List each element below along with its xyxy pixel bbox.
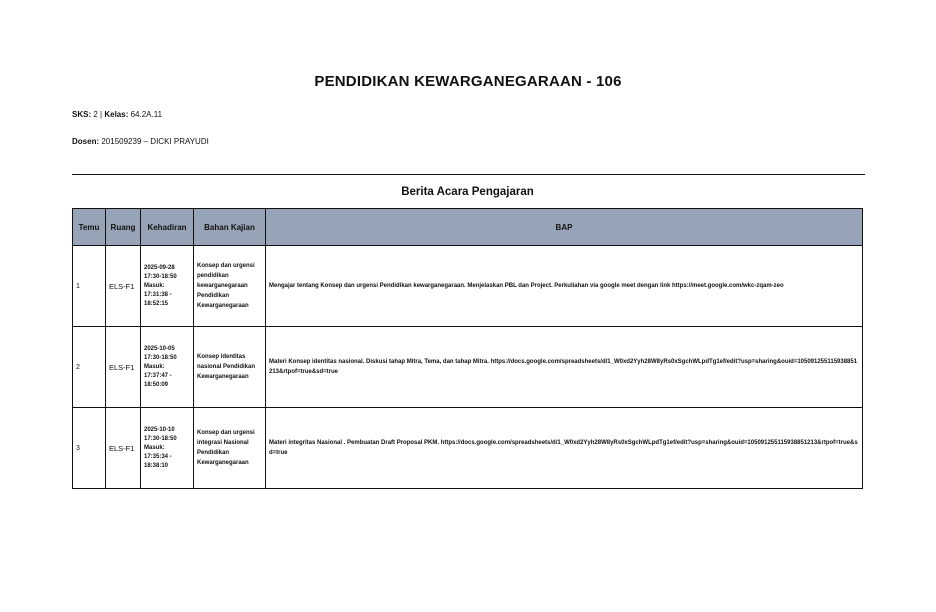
lecturer-meta — [72, 137, 209, 146]
table-row — [73, 408, 863, 489]
header-bap: BAP — [266, 209, 863, 246]
dosen-label: Dosen: — [72, 137, 100, 146]
header-ruang: Ruang — [106, 209, 141, 246]
cell-bap: Mengajar tentang Konsep dan urgensi Pendidikan kewarganegaraan. Menjelaskan PBL dan Project. Perkuliahan via google meet dengan link https://meet.google.com/wkc-zqam-zeo — [266, 246, 863, 327]
schedule-time: 2025-09-28 17:30-18:50 — [144, 264, 177, 280]
header-temu: Temu — [73, 209, 106, 246]
section-title: Berita Acara Pengajaran — [401, 186, 534, 198]
check-in-time: Masuk: 17:35:34 - 18:38:10 — [144, 444, 172, 469]
table-header-row — [73, 209, 863, 246]
schedule-time: 2025-10-05 17:30-18:50 — [144, 345, 177, 361]
dosen-value: 201509239 – DICKI PRAYUDI — [101, 137, 209, 146]
cell-ruang: ELS-F1 — [106, 327, 141, 408]
cell-bap: Materi integritas Nasional . Pembuatan Draft Proposal PKM. https://docs.google.com/spreadsheets/d/1_W0xd2Yyh28W8yRs0xSgchWLpdTg1ef/edit?usp=sharing&ouid=105091255115938851213&rtpof=true&sd=true — [266, 408, 863, 489]
cell-bahan-kajian: Konsep dan urgensi pendidikan kewarganegaraan Pendidikan Kewarganegaraan — [194, 246, 266, 327]
cell-ruang: ELS-F1 — [106, 246, 141, 327]
kelas-label: Kelas: — [104, 110, 129, 119]
header-bahan-kajian: Bahan Kajian — [194, 209, 266, 246]
kelas-value: 64.2A.11 — [130, 110, 163, 119]
cell-temu: 1 — [73, 246, 106, 327]
bap-table — [72, 208, 863, 489]
sks-value: 2 — [93, 110, 98, 119]
cell-kehadiran — [141, 408, 194, 489]
divider — [72, 174, 865, 175]
cell-kehadiran — [141, 327, 194, 408]
cell-bahan-kajian: Konsep identitas nasional Pendidikan Kewarganegaraan — [194, 327, 266, 408]
schedule-time: 2025-10-10 17:30-18:50 — [144, 426, 177, 442]
cell-bap: Materi Konsep identitas nasional. Diskusi tahap Mitra, Tema, dan tahap Mitra. https://docs.google.com/spreadsheets/d/1_W0xd2Yyh28W8yRs0xSgchWLpdTg1ef/edit?usp=sharing&ouid=105091255115938851213&rtpof=true&sd=true — [266, 327, 863, 408]
table-row — [73, 327, 863, 408]
cell-temu: 2 — [73, 327, 106, 408]
table-row — [73, 246, 863, 327]
course-meta — [72, 110, 162, 119]
cell-ruang: ELS-F1 — [106, 408, 141, 489]
check-in-time: Masuk: 17:37:47 - 18:50:09 — [144, 363, 172, 388]
sks-label: SKS: — [72, 110, 92, 119]
page-title: PENDIDIKAN KEWARGANEGARAAN - 106 — [314, 73, 622, 90]
header-kehadiran: Kehadiran — [141, 209, 194, 246]
cell-bahan-kajian: Konsep dan urgensi integrasi Nasional Pendidikan Kewarganegaraan — [194, 408, 266, 489]
check-in-time: Masuk: 17:31:38 - 18:52:15 — [144, 282, 172, 307]
cell-kehadiran — [141, 246, 194, 327]
cell-temu: 3 — [73, 408, 106, 489]
meta-separator: | — [100, 110, 103, 119]
